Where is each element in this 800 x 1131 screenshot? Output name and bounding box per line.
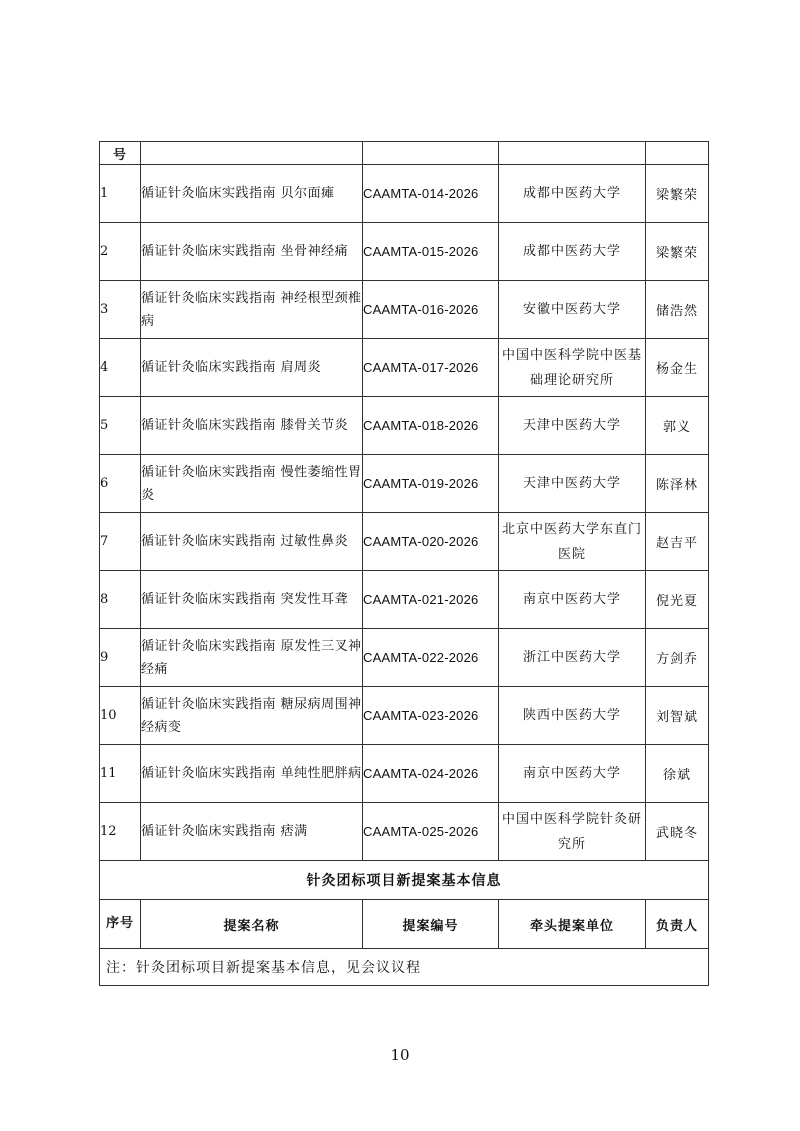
note-text: 注：针灸团标项目新提案基本信息，见会议议程 bbox=[100, 949, 709, 986]
row-unit: 陕西中医药大学 bbox=[499, 687, 646, 745]
row-unit: 成都中医药大学 bbox=[499, 165, 646, 223]
row-unit: 天津中医药大学 bbox=[499, 397, 646, 455]
project-table bbox=[99, 141, 709, 986]
table-row bbox=[100, 629, 709, 687]
row-unit: 南京中医药大学 bbox=[499, 571, 646, 629]
row-person: 刘智斌 bbox=[646, 687, 709, 745]
row-name: 循证针灸临床实践指南 糖尿病周围神经病变 bbox=[141, 687, 363, 745]
row-seq: 5 bbox=[100, 397, 141, 455]
row-unit: 北京中医药大学东直门医院 bbox=[499, 513, 646, 571]
page-number: 10 bbox=[390, 1046, 410, 1064]
row-code: CAAMTA-025-2026 bbox=[363, 803, 499, 861]
row-unit: 中国中医科学院针灸研究所 bbox=[499, 803, 646, 861]
empty-header-cell bbox=[363, 142, 499, 165]
note-row bbox=[100, 949, 709, 986]
row-name: 循证针灸临床实践指南 痞满 bbox=[141, 803, 363, 861]
header-name: 提案名称 bbox=[141, 900, 363, 949]
row-seq: 4 bbox=[100, 339, 141, 397]
row-unit: 成都中医药大学 bbox=[499, 223, 646, 281]
row-seq: 8 bbox=[100, 571, 141, 629]
row-person: 陈泽林 bbox=[646, 455, 709, 513]
row-unit: 浙江中医药大学 bbox=[499, 629, 646, 687]
row-unit: 中国中医科学院中医基础理论研究所 bbox=[499, 339, 646, 397]
row-person: 武晓冬 bbox=[646, 803, 709, 861]
row-name: 循证针灸临床实践指南 神经根型颈椎病 bbox=[141, 281, 363, 339]
row-name: 循证针灸临床实践指南 膝骨关节炎 bbox=[141, 397, 363, 455]
section-title: 针灸团标项目新提案基本信息 bbox=[100, 861, 709, 900]
table-row bbox=[100, 687, 709, 745]
row-seq: 1 bbox=[100, 165, 141, 223]
table-row bbox=[100, 397, 709, 455]
row-unit: 天津中医药大学 bbox=[499, 455, 646, 513]
row-code: CAAMTA-014-2026 bbox=[363, 165, 499, 223]
table-row bbox=[100, 745, 709, 803]
row-seq: 3 bbox=[100, 281, 141, 339]
row-name: 循证针灸临床实践指南 突发性耳聋 bbox=[141, 571, 363, 629]
row-person: 徐斌 bbox=[646, 745, 709, 803]
row-seq: 11 bbox=[100, 745, 141, 803]
row-seq: 6 bbox=[100, 455, 141, 513]
empty-header-cell bbox=[499, 142, 646, 165]
row-seq: 10 bbox=[100, 687, 141, 745]
header-code: 提案编号 bbox=[363, 900, 499, 949]
header-seq: 序号 bbox=[100, 900, 141, 949]
table-row bbox=[100, 281, 709, 339]
row-person: 赵吉平 bbox=[646, 513, 709, 571]
row-code: CAAMTA-017-2026 bbox=[363, 339, 499, 397]
row-code: CAAMTA-016-2026 bbox=[363, 281, 499, 339]
table-row bbox=[100, 571, 709, 629]
row-seq: 7 bbox=[100, 513, 141, 571]
header-person: 负责人 bbox=[646, 900, 709, 949]
row-person: 储浩然 bbox=[646, 281, 709, 339]
row-person: 郭义 bbox=[646, 397, 709, 455]
empty-header-cell bbox=[141, 142, 363, 165]
row-person: 方剑乔 bbox=[646, 629, 709, 687]
table-row bbox=[100, 513, 709, 571]
row-unit: 南京中医药大学 bbox=[499, 745, 646, 803]
row-name: 循证针灸临床实践指南 慢性萎缩性胃炎 bbox=[141, 455, 363, 513]
empty-header-cell bbox=[646, 142, 709, 165]
header-unit: 牵头提案单位 bbox=[499, 900, 646, 949]
row-name: 循证针灸临床实践指南 坐骨神经痛 bbox=[141, 223, 363, 281]
continued-seq-header: 号 bbox=[100, 142, 141, 165]
row-name: 循证针灸临床实践指南 过敏性鼻炎 bbox=[141, 513, 363, 571]
row-person: 倪光夏 bbox=[646, 571, 709, 629]
row-name: 循证针灸临床实践指南 单纯性肥胖病 bbox=[141, 745, 363, 803]
continued-header-row bbox=[100, 142, 709, 165]
table-row bbox=[100, 803, 709, 861]
row-seq: 12 bbox=[100, 803, 141, 861]
row-code: CAAMTA-022-2026 bbox=[363, 629, 499, 687]
row-code: CAAMTA-018-2026 bbox=[363, 397, 499, 455]
row-code: CAAMTA-019-2026 bbox=[363, 455, 499, 513]
row-person: 杨金生 bbox=[646, 339, 709, 397]
row-code: CAAMTA-023-2026 bbox=[363, 687, 499, 745]
table-row bbox=[100, 455, 709, 513]
row-person: 梁繁荣 bbox=[646, 223, 709, 281]
row-name: 循证针灸临床实践指南 贝尔面瘫 bbox=[141, 165, 363, 223]
row-person: 梁繁荣 bbox=[646, 165, 709, 223]
row-code: CAAMTA-020-2026 bbox=[363, 513, 499, 571]
row-code: CAAMTA-015-2026 bbox=[363, 223, 499, 281]
new-proposal-header-row bbox=[100, 900, 709, 949]
row-unit: 安徽中医药大学 bbox=[499, 281, 646, 339]
row-name: 循证针灸临床实践指南 肩周炎 bbox=[141, 339, 363, 397]
row-code: CAAMTA-024-2026 bbox=[363, 745, 499, 803]
row-name: 循证针灸临床实践指南 原发性三叉神经痛 bbox=[141, 629, 363, 687]
row-seq: 9 bbox=[100, 629, 141, 687]
row-code: CAAMTA-021-2026 bbox=[363, 571, 499, 629]
table-row bbox=[100, 223, 709, 281]
table-row bbox=[100, 339, 709, 397]
section-title-row bbox=[100, 861, 709, 900]
table-row bbox=[100, 165, 709, 223]
row-seq: 2 bbox=[100, 223, 141, 281]
